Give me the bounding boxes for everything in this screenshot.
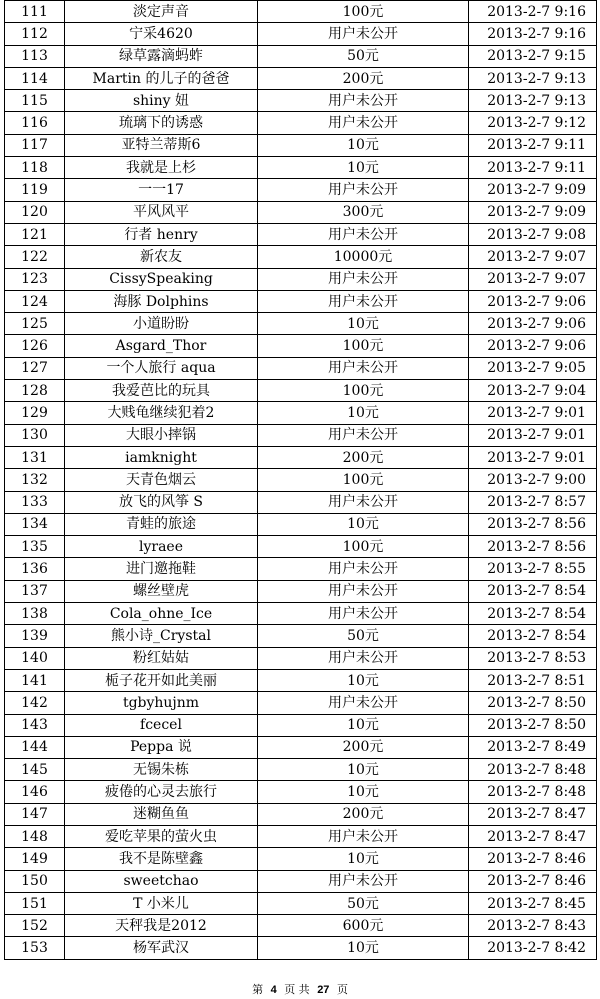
donation-amount: 用户未公开 bbox=[258, 179, 469, 201]
donation-time: 2013-2-7 9:09 bbox=[469, 201, 597, 223]
donation-amount: 用户未公开 bbox=[258, 870, 469, 892]
donor-name: 一一17 bbox=[65, 179, 258, 201]
donation-time: 2013-2-7 8:46 bbox=[469, 870, 597, 892]
row-number: 116 bbox=[5, 112, 65, 134]
donation-time: 2013-2-7 8:43 bbox=[469, 915, 597, 937]
donation-time: 2013-2-7 8:42 bbox=[469, 937, 597, 959]
donation-time: 2013-2-7 9:08 bbox=[469, 223, 597, 245]
donation-time: 2013-2-7 9:15 bbox=[469, 45, 597, 67]
table-row bbox=[5, 736, 597, 758]
donor-name: Martin 的儿子的爸爸 bbox=[65, 67, 258, 89]
donation-time: 2013-2-7 8:47 bbox=[469, 825, 597, 847]
row-number: 119 bbox=[5, 179, 65, 201]
table-row bbox=[5, 179, 597, 201]
table-row bbox=[5, 692, 597, 714]
table-row bbox=[5, 335, 597, 357]
table-row bbox=[5, 803, 597, 825]
donor-name: sweetchao bbox=[65, 870, 258, 892]
donation-amount: 用户未公开 bbox=[258, 90, 469, 112]
table-row bbox=[5, 892, 597, 914]
donor-name: 大眼小摔锅 bbox=[65, 424, 258, 446]
row-number: 135 bbox=[5, 536, 65, 558]
donation-time: 2013-2-7 8:47 bbox=[469, 803, 597, 825]
row-number: 138 bbox=[5, 603, 65, 625]
donor-name: 宁采4620 bbox=[65, 23, 258, 45]
donor-name: 爱吃苹果的萤火虫 bbox=[65, 825, 258, 847]
row-number: 113 bbox=[5, 45, 65, 67]
donation-amount: 10元 bbox=[258, 313, 469, 335]
table-row bbox=[5, 246, 597, 268]
donation-amount: 10元 bbox=[258, 157, 469, 179]
donation-time: 2013-2-7 8:55 bbox=[469, 558, 597, 580]
donation-amount: 100元 bbox=[258, 335, 469, 357]
donation-time: 2013-2-7 9:01 bbox=[469, 446, 597, 468]
footer-current-page: 4 bbox=[270, 984, 277, 996]
row-number: 124 bbox=[5, 290, 65, 312]
row-number: 137 bbox=[5, 580, 65, 602]
donation-amount: 10元 bbox=[258, 134, 469, 156]
donation-time: 2013-2-7 9:13 bbox=[469, 90, 597, 112]
donation-amount: 200元 bbox=[258, 803, 469, 825]
donation-time: 2013-2-7 8:54 bbox=[469, 625, 597, 647]
table-row bbox=[5, 781, 597, 803]
row-number: 111 bbox=[5, 1, 65, 23]
row-number: 148 bbox=[5, 825, 65, 847]
donor-name: Cola_ohne_Ice bbox=[65, 603, 258, 625]
donation-time: 2013-2-7 9:07 bbox=[469, 246, 597, 268]
donor-name: 天秤我是2012 bbox=[65, 915, 258, 937]
donor-name: 淡定声音 bbox=[65, 1, 258, 23]
donation-time: 2013-2-7 9:13 bbox=[469, 67, 597, 89]
row-number: 142 bbox=[5, 692, 65, 714]
donation-amount: 用户未公开 bbox=[258, 223, 469, 245]
donation-time: 2013-2-7 9:04 bbox=[469, 380, 597, 402]
donation-amount: 用户未公开 bbox=[258, 825, 469, 847]
donation-time: 2013-2-7 8:54 bbox=[469, 580, 597, 602]
donor-name: 平风风平 bbox=[65, 201, 258, 223]
donation-amount: 用户未公开 bbox=[258, 112, 469, 134]
donation-time: 2013-2-7 9:00 bbox=[469, 469, 597, 491]
row-number: 134 bbox=[5, 513, 65, 535]
donation-time: 2013-2-7 8:49 bbox=[469, 736, 597, 758]
donation-time: 2013-2-7 9:09 bbox=[469, 179, 597, 201]
donor-name: Asgard_Thor bbox=[65, 335, 258, 357]
row-number: 112 bbox=[5, 23, 65, 45]
table-row bbox=[5, 23, 597, 45]
table-row bbox=[5, 870, 597, 892]
table-row bbox=[5, 937, 597, 959]
footer-mid: 页 共 bbox=[284, 983, 310, 996]
donation-time: 2013-2-7 9:07 bbox=[469, 268, 597, 290]
donation-amount: 用户未公开 bbox=[258, 424, 469, 446]
donor-name: 粉红姑姑 bbox=[65, 647, 258, 669]
row-number: 127 bbox=[5, 357, 65, 379]
table-row bbox=[5, 825, 597, 847]
page-footer bbox=[0, 983, 600, 997]
donation-amount: 200元 bbox=[258, 736, 469, 758]
row-number: 146 bbox=[5, 781, 65, 803]
donor-name: 迷糊鱼鱼 bbox=[65, 803, 258, 825]
row-number: 122 bbox=[5, 246, 65, 268]
row-number: 136 bbox=[5, 558, 65, 580]
row-number: 133 bbox=[5, 491, 65, 513]
table-row bbox=[5, 134, 597, 156]
donation-amount: 用户未公开 bbox=[258, 268, 469, 290]
donation-amount: 10元 bbox=[258, 669, 469, 691]
table-row bbox=[5, 380, 597, 402]
donation-amount: 100元 bbox=[258, 469, 469, 491]
table-row bbox=[5, 1, 597, 23]
donor-name: 新农友 bbox=[65, 246, 258, 268]
donor-name: lyraee bbox=[65, 536, 258, 558]
donation-amount: 用户未公开 bbox=[258, 290, 469, 312]
donor-name: fcecel bbox=[65, 714, 258, 736]
table-row bbox=[5, 714, 597, 736]
table-row bbox=[5, 669, 597, 691]
donor-name: 疲倦的心灵去旅行 bbox=[65, 781, 258, 803]
donation-amount: 50元 bbox=[258, 625, 469, 647]
donor-name: iamknight bbox=[65, 446, 258, 468]
row-number: 118 bbox=[5, 157, 65, 179]
row-number: 131 bbox=[5, 446, 65, 468]
donation-time: 2013-2-7 8:50 bbox=[469, 714, 597, 736]
donation-amount: 50元 bbox=[258, 892, 469, 914]
donation-time: 2013-2-7 8:48 bbox=[469, 759, 597, 781]
row-number: 123 bbox=[5, 268, 65, 290]
footer-total-pages: 27 bbox=[317, 984, 330, 996]
donation-amount: 用户未公开 bbox=[258, 558, 469, 580]
row-number: 128 bbox=[5, 380, 65, 402]
table-row bbox=[5, 759, 597, 781]
row-number: 121 bbox=[5, 223, 65, 245]
donor-name: 熊小诗_Crystal bbox=[65, 625, 258, 647]
donation-time: 2013-2-7 9:05 bbox=[469, 357, 597, 379]
donation-time: 2013-2-7 9:12 bbox=[469, 112, 597, 134]
donation-time: 2013-2-7 9:11 bbox=[469, 157, 597, 179]
donation-time: 2013-2-7 9:16 bbox=[469, 23, 597, 45]
donation-time: 2013-2-7 8:57 bbox=[469, 491, 597, 513]
donor-name: 大贱龟继续犯着2 bbox=[65, 402, 258, 424]
donor-name: 我就是上杉 bbox=[65, 157, 258, 179]
donation-amount: 10元 bbox=[258, 714, 469, 736]
donation-amount: 用户未公开 bbox=[258, 580, 469, 602]
donation-time: 2013-2-7 8:45 bbox=[469, 892, 597, 914]
row-number: 152 bbox=[5, 915, 65, 937]
donor-name: 亚特兰蒂斯6 bbox=[65, 134, 258, 156]
row-number: 114 bbox=[5, 67, 65, 89]
donation-amount: 10元 bbox=[258, 759, 469, 781]
donor-name: Peppa 说 bbox=[65, 736, 258, 758]
donor-name: 绿草露滴蚂蚱 bbox=[65, 45, 258, 67]
table-row bbox=[5, 647, 597, 669]
row-number: 151 bbox=[5, 892, 65, 914]
donation-amount: 50元 bbox=[258, 45, 469, 67]
footer-suffix: 页 bbox=[336, 983, 348, 996]
donor-name: 螺丝壁虎 bbox=[65, 580, 258, 602]
donation-amount: 用户未公开 bbox=[258, 692, 469, 714]
donation-time: 2013-2-7 8:48 bbox=[469, 781, 597, 803]
row-number: 150 bbox=[5, 870, 65, 892]
row-number: 144 bbox=[5, 736, 65, 758]
donation-time: 2013-2-7 9:16 bbox=[469, 1, 597, 23]
donation-time: 2013-2-7 9:06 bbox=[469, 313, 597, 335]
footer-prefix: 第 bbox=[252, 983, 264, 996]
row-number: 145 bbox=[5, 759, 65, 781]
donor-name: 一个人旅行 aqua bbox=[65, 357, 258, 379]
donor-name: 杨军武汉 bbox=[65, 937, 258, 959]
donor-name: 我不是陈壁鑫 bbox=[65, 848, 258, 870]
donation-amount: 100元 bbox=[258, 536, 469, 558]
row-number: 141 bbox=[5, 669, 65, 691]
donor-name: 我爱芭比的玩具 bbox=[65, 380, 258, 402]
donation-amount: 10元 bbox=[258, 937, 469, 959]
table-row bbox=[5, 201, 597, 223]
table-row bbox=[5, 313, 597, 335]
donation-amount: 100元 bbox=[258, 1, 469, 23]
table-row bbox=[5, 536, 597, 558]
donation-time: 2013-2-7 9:06 bbox=[469, 290, 597, 312]
donor-name: shiny 妞 bbox=[65, 90, 258, 112]
donor-name: 青蛙的旅途 bbox=[65, 513, 258, 535]
donation-time: 2013-2-7 9:01 bbox=[469, 424, 597, 446]
row-number: 129 bbox=[5, 402, 65, 424]
row-number: 115 bbox=[5, 90, 65, 112]
row-number: 147 bbox=[5, 803, 65, 825]
row-number: 126 bbox=[5, 335, 65, 357]
table-row bbox=[5, 446, 597, 468]
donation-amount: 用户未公开 bbox=[258, 647, 469, 669]
donation-table bbox=[4, 0, 597, 960]
table-row bbox=[5, 558, 597, 580]
donor-name: 行者 henry bbox=[65, 223, 258, 245]
row-number: 130 bbox=[5, 424, 65, 446]
row-number: 153 bbox=[5, 937, 65, 959]
table-row bbox=[5, 915, 597, 937]
donation-table-body bbox=[5, 1, 597, 960]
table-row bbox=[5, 424, 597, 446]
row-number: 139 bbox=[5, 625, 65, 647]
donor-name: 放飞的风筝 S bbox=[65, 491, 258, 513]
donor-name: 天青色烟云 bbox=[65, 469, 258, 491]
donation-amount: 10元 bbox=[258, 402, 469, 424]
row-number: 120 bbox=[5, 201, 65, 223]
table-row bbox=[5, 491, 597, 513]
table-row bbox=[5, 67, 597, 89]
table-row bbox=[5, 402, 597, 424]
donor-name: CissySpeaking bbox=[65, 268, 258, 290]
donation-amount: 100元 bbox=[258, 380, 469, 402]
donor-name: T 小米儿 bbox=[65, 892, 258, 914]
row-number: 125 bbox=[5, 313, 65, 335]
donation-amount: 10元 bbox=[258, 781, 469, 803]
donation-amount: 用户未公开 bbox=[258, 603, 469, 625]
donation-time: 2013-2-7 8:56 bbox=[469, 536, 597, 558]
table-row bbox=[5, 603, 597, 625]
table-row bbox=[5, 90, 597, 112]
table-row bbox=[5, 45, 597, 67]
donation-amount: 10元 bbox=[258, 513, 469, 535]
donor-name: 无锡朱栋 bbox=[65, 759, 258, 781]
row-number: 132 bbox=[5, 469, 65, 491]
donation-time: 2013-2-7 8:51 bbox=[469, 669, 597, 691]
donation-time: 2013-2-7 8:50 bbox=[469, 692, 597, 714]
table-row bbox=[5, 157, 597, 179]
donation-time: 2013-2-7 9:06 bbox=[469, 335, 597, 357]
table-row bbox=[5, 357, 597, 379]
row-number: 117 bbox=[5, 134, 65, 156]
donor-name: 小道盼盼 bbox=[65, 313, 258, 335]
donor-name: tgbyhujnm bbox=[65, 692, 258, 714]
donation-amount: 10000元 bbox=[258, 246, 469, 268]
donation-time: 2013-2-7 9:11 bbox=[469, 134, 597, 156]
row-number: 149 bbox=[5, 848, 65, 870]
donation-amount: 用户未公开 bbox=[258, 357, 469, 379]
donation-time: 2013-2-7 9:01 bbox=[469, 402, 597, 424]
table-row bbox=[5, 290, 597, 312]
donation-time: 2013-2-7 8:54 bbox=[469, 603, 597, 625]
table-row bbox=[5, 112, 597, 134]
donation-amount: 300元 bbox=[258, 201, 469, 223]
donor-name: 琉璃下的诱惑 bbox=[65, 112, 258, 134]
donor-name: 进门邀拖鞋 bbox=[65, 558, 258, 580]
table-row bbox=[5, 513, 597, 535]
table-row bbox=[5, 268, 597, 290]
table-row bbox=[5, 848, 597, 870]
donor-name: 栀子花开如此美丽 bbox=[65, 669, 258, 691]
row-number: 140 bbox=[5, 647, 65, 669]
table-row bbox=[5, 580, 597, 602]
table-row bbox=[5, 625, 597, 647]
donation-amount: 200元 bbox=[258, 67, 469, 89]
donation-amount: 用户未公开 bbox=[258, 491, 469, 513]
donation-amount: 10元 bbox=[258, 848, 469, 870]
donation-time: 2013-2-7 8:56 bbox=[469, 513, 597, 535]
donation-amount: 200元 bbox=[258, 446, 469, 468]
donation-amount: 用户未公开 bbox=[258, 23, 469, 45]
table-row bbox=[5, 223, 597, 245]
row-number: 143 bbox=[5, 714, 65, 736]
donor-name: 海豚 Dolphins bbox=[65, 290, 258, 312]
donation-amount: 600元 bbox=[258, 915, 469, 937]
donation-time: 2013-2-7 8:46 bbox=[469, 848, 597, 870]
table-row bbox=[5, 469, 597, 491]
donation-time: 2013-2-7 8:53 bbox=[469, 647, 597, 669]
